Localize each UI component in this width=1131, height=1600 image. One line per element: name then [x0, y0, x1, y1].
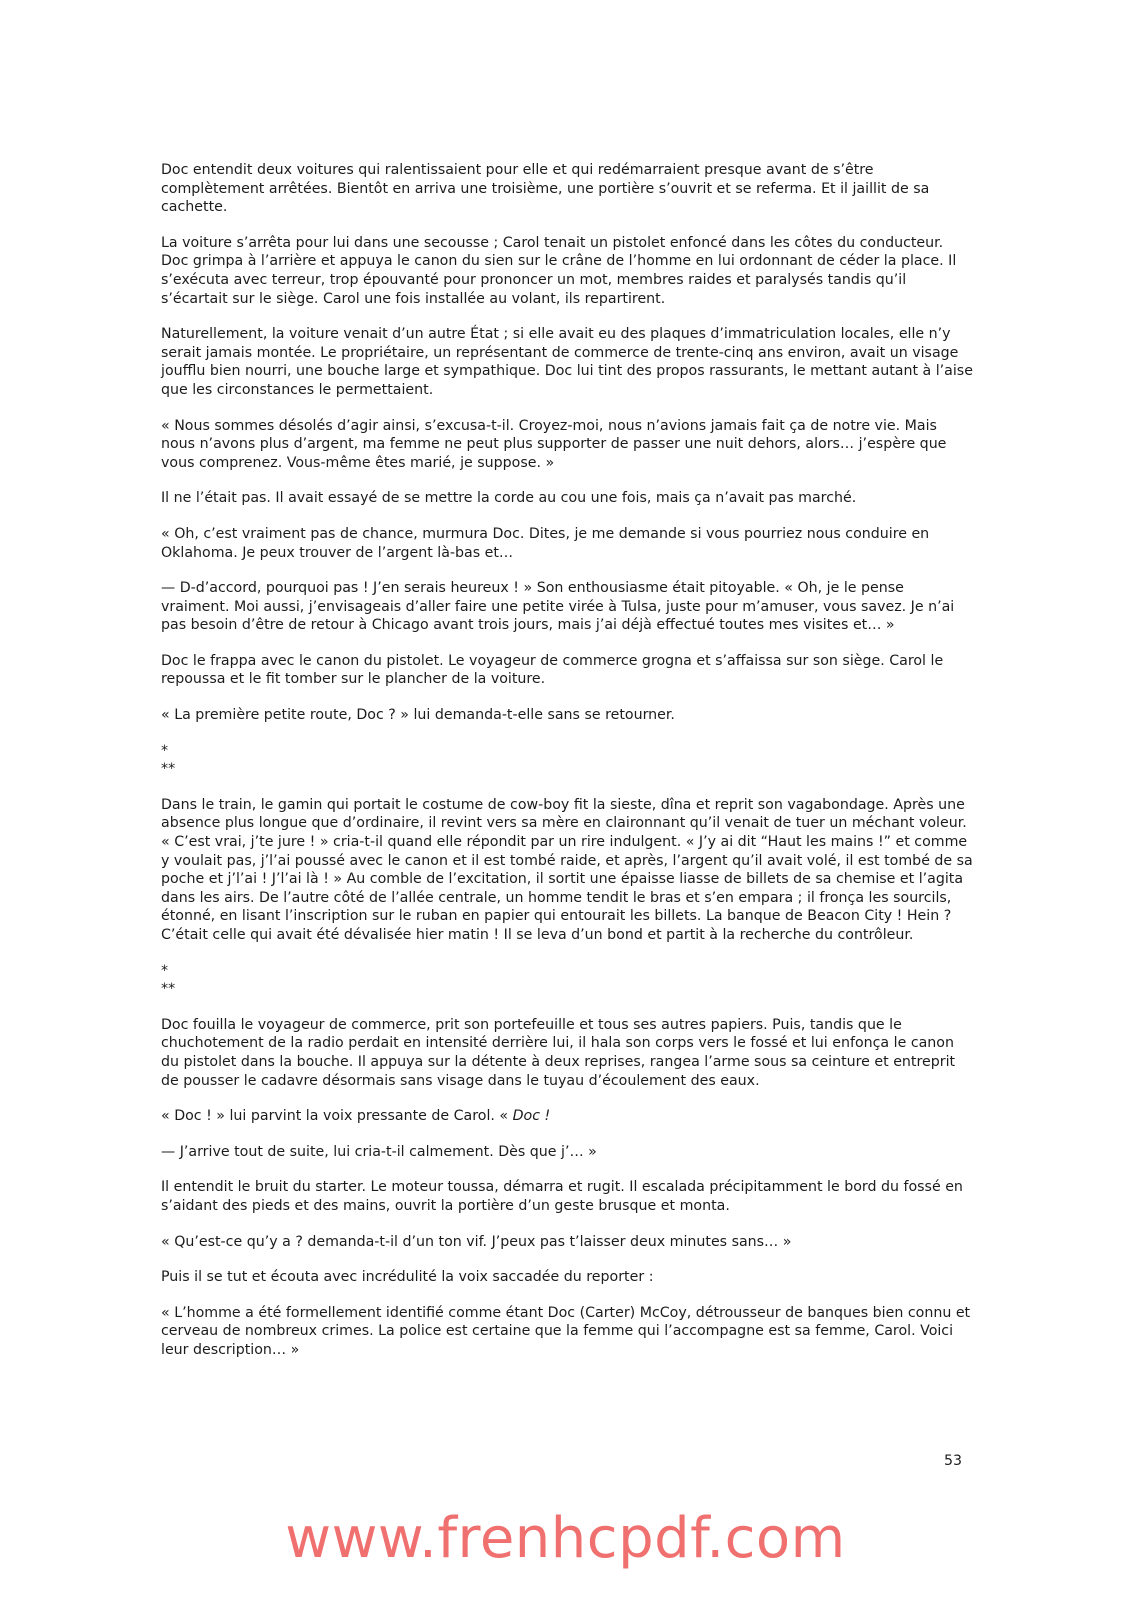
paragraph: Doc entendit deux voitures qui ralentissaient pour elle et qui redémarraient presque avant de s’être complètement arrêtées. Bientôt en arriva une troisième, une portière s’ouvrit et se referma. Et il jaillit de sa cachette.	[161, 162, 930, 216]
dialogue-italic: Doc !	[512, 1108, 551, 1125]
separator-line: *	[161, 962, 169, 979]
paragraph: Il entendit le bruit du starter. Le moteur toussa, démarra et rugit. Il escalada précipitamment le bord du fossé en s’aidant des pieds et des mains, ouvrit la portière d’un geste brusque et monta.	[161, 1179, 963, 1214]
page-number: 53	[944, 1453, 963, 1469]
paragraph	[161, 1107, 973, 1126]
paragraph: — D-d’accord, pourquoi pas ! J’en serais heureux ! » Son enthousiasme était pitoyable. « Oh, je le pense vraiment. Moi aussi, j’envisageais d’aller faire une petite virée à Tulsa, juste pour m’amuser, vous savez. Je n’ai pas besoin d’être de retour à Chicago avant trois jours, mais j’ai déjà effectué toutes mes visites et… »	[161, 580, 955, 634]
paragraph: « L’homme a été formellement identifié comme étant Doc (Carter) McCoy, détrousseur de banques bien connu et cerveau de nombreux crimes. La police est certaine que la femme qui l’accompagne est sa femme, Carol. Voici leur description… »	[161, 1304, 971, 1358]
paragraph: Il ne l’était pas. Il avait essayé de se mettre la corde au cou une fois, mais ça n’avait pas marché.	[161, 490, 857, 507]
separator-line: *	[161, 742, 169, 759]
paragraph: « Qu’est-ce qu’y a ? demanda-t-il d’un ton vif. J’peux pas t’laisser deux minutes sans… »	[161, 1233, 792, 1250]
paragraph: Puis il se tut et écouta avec incrédulité la voix saccadée du reporter :	[161, 1269, 654, 1286]
paragraph: « Oh, c’est vraiment pas de chance, murmura Doc. Dites, je me demande si vous pourriez nous conduire en Oklahoma. Je peux trouver de l’argent là-bas et…	[161, 525, 930, 561]
paragraph: « Nous sommes désolés d’agir ainsi, s’excusa-t-il. Croyez-moi, nous n’avions jamais fait ça de notre vie. Mais nous n’avons plus d’argent, ma femme ne peut plus supporter de passer une nuit dehors, alors… j’espère que vous comprenez. Vous-même êtes marié, je suppose. »	[161, 417, 947, 471]
dialogue-text: « Doc ! » lui parvint la voix pressante de Carol. «	[161, 1108, 513, 1125]
section-separator	[161, 962, 973, 999]
paragraph: — J’arrive tout de suite, lui cria-t-il calmement. Dès que j’… »	[161, 1143, 597, 1160]
paragraph: Dans le train, le gamin qui portait le costume de cow-boy fit la sieste, dîna et reprit son vagabondage. Après une absence plus longue que d’ordinaire, il revint vers sa mère en claironnant qu’il venait de tuer un méchant voleur. « C’est vrai, j’te jure ! » cria-t-il quand elle répondit par un rire indulgent. « J’y ai dit “Haut les mains !” et comme y voulait pas, j’l’ai poussé avec le canon et il est tombé raide, et après, l’argent qu’il avait volé, il est tombé de sa poche et j’l’ai ! J’l’ai là ! » Au comble de l’excitation, il sortit une épaisse liasse de billets de sa chemise et l’agita dans les airs. De l’autre côté de l’allée centrale, un homme tendit le bras et s’en empara ; il fronça les sourcils, étonné, en lisant l’inscription sur le ruban en papier qui entourait les billets. La banque de Beacon City ! Hein ? C’était celle qui avait été dévalisée hier matin ! Il se leva d’un bond et partit à la recherche du contrôleur.	[161, 796, 973, 943]
paragraph: « La première petite route, Doc ? » lui demanda-t-elle sans se retourner.	[161, 707, 675, 724]
document-body	[161, 161, 973, 1377]
watermark-url: www.frenhcpdf.com	[285, 1506, 846, 1571]
paragraph: Naturellement, la voiture venait d’un autre État ; si elle avait eu des plaques d’immatriculation locales, elle n’y serait jamais montée. Le propriétaire, un représentant de commerce de trente-cinq ans environ, avait un visage joufflu bien nourri, une bouche large et sympathique. Doc lui tint des propos rassurants, le mettant autant à l’aise que les circonstances le permettaient.	[161, 326, 973, 398]
separator-line: **	[161, 761, 176, 778]
paragraph: Doc le frappa avec le canon du pistolet. Le voyageur de commerce grogna et s’affaissa sur son siège. Carol le repoussa et le fit tomber sur le plancher de la voiture.	[161, 652, 944, 688]
section-separator	[161, 742, 973, 779]
separator-line: **	[161, 981, 176, 998]
paragraph: La voiture s’arrêta pour lui dans une secousse ; Carol tenait un pistolet enfoncé dans les côtes du conducteur. Doc grimpa à l’arrière et appuya le canon du sien sur le crâne de l’homme en lui ordonnant de céder la place. Il s’exécuta avec terreur, trop épouvanté pour prononcer un mot, membres raides et paralysés tandis qu’il s’écartait sur le siège. Carol une fois installée au volant, ils repartirent.	[161, 234, 957, 307]
paragraph: Doc fouilla le voyageur de commerce, prit son portefeuille et tous ses autres papiers. Puis, tandis que le chuchotement de la radio perdait en intensité derrière lui, il hala son corps vers le fossé et lui enfonça le canon du pistolet dans la bouche. Il appuya sur la détente à deux reprises, rangea l’arme sous sa ceinture et entreprit de pousser le cadavre désormais sans visage dans le tuyau d’écoulement des eaux.	[161, 1016, 956, 1089]
